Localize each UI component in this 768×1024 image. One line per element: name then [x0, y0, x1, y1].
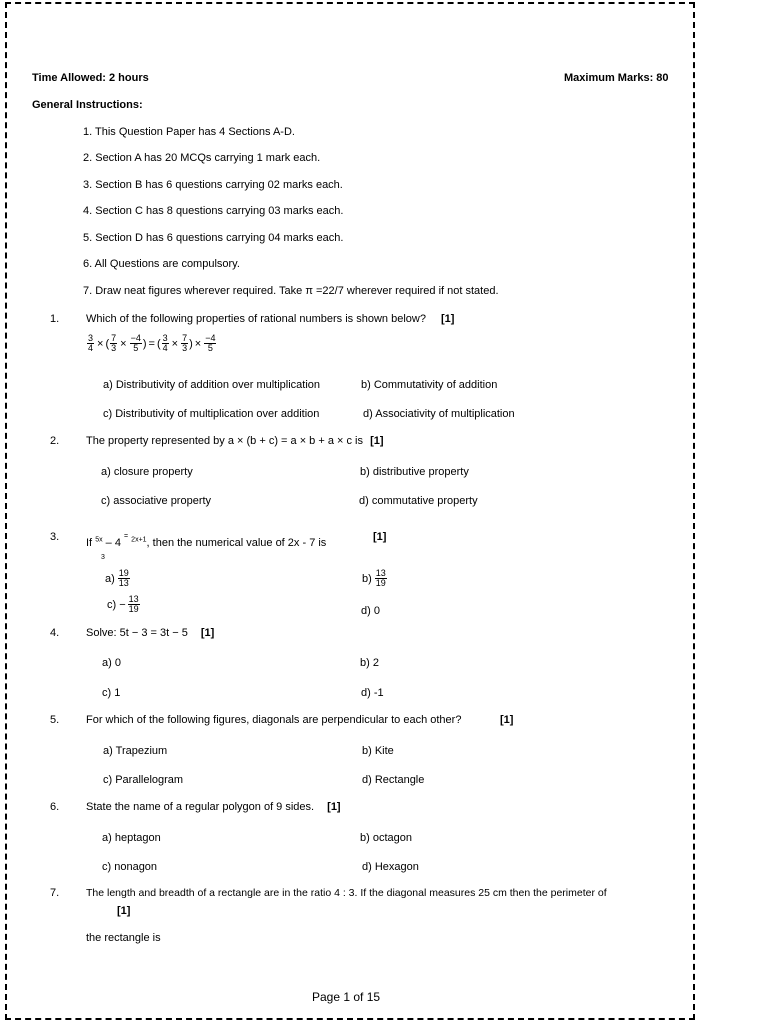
- option-b: b) octagon: [360, 832, 412, 844]
- option-d: d) commutative property: [359, 495, 478, 507]
- option-d: d) Hexagon: [362, 861, 419, 873]
- question-number: 6.: [50, 801, 60, 813]
- fraction: $\frac{-4}{5}$: [130, 333, 141, 353]
- question-marks: [1]: [370, 435, 384, 447]
- option-b: b) $\frac{13}{19}$: [362, 568, 386, 588]
- fraction: $\frac{3}{4}$: [88, 333, 94, 353]
- instructions-title: General Instructions:: [32, 99, 143, 111]
- fraction: $\frac{-4}{5}$: [205, 333, 216, 353]
- instruction-item: 5. Section D has 6 questions carrying 04 marks each.: [83, 232, 344, 244]
- question-text: The length and breadth of a rectangle are in the ratio 4 : 3. If the diagonal measures 25 cm then the perimeter of: [86, 887, 607, 899]
- question-text: [86, 434, 384, 448]
- instruction-item: 6. All Questions are compulsory.: [83, 258, 240, 270]
- question-number: 5.: [50, 714, 60, 726]
- option-c: c) Distributivity of multiplication over addition: [103, 408, 320, 420]
- instruction-item: 2. Section A has 20 MCQs carrying 1 mark each.: [83, 152, 321, 164]
- option-d: d) Associativity of multiplication: [363, 408, 515, 420]
- option-c: c) − $\frac{13}{19}$: [107, 594, 139, 614]
- option-a: a) Distributivity of addition over multiplication: [103, 379, 321, 391]
- question-text-continued: the rectangle is: [86, 932, 161, 944]
- question-marks: [1]: [117, 905, 131, 917]
- question-number: 4.: [50, 627, 60, 639]
- question-marks: [1]: [500, 714, 514, 726]
- option-d: d) 0: [361, 605, 380, 617]
- option-a: a) closure property: [101, 466, 193, 478]
- page-number: Page 1 of 15: [312, 990, 381, 1004]
- instruction-item: 3. Section B has 6 questions carrying 02 marks each.: [83, 179, 343, 191]
- question-text-body: State the name of a regular polygon of 9 sides.: [86, 801, 315, 813]
- question-text: [86, 312, 454, 326]
- question-number: 1.: [50, 313, 60, 325]
- question-text-body: The property represented by a × (b + c) = a × b + a × c is: [86, 435, 363, 447]
- question-text: [86, 800, 341, 814]
- option-d: d) Rectangle: [362, 774, 425, 786]
- instruction-item: 1. This Question Paper has 4 Sections A-D.: [83, 126, 295, 138]
- question-text-body: Which of the following properties of rational numbers is shown below?: [86, 313, 426, 325]
- fraction: $\frac{7}{3}$: [182, 333, 188, 353]
- question-marks: [1]: [441, 313, 455, 325]
- stray-text: 3: [101, 554, 105, 561]
- option-b: b) Kite: [362, 745, 394, 757]
- fraction: $\frac{3}{4}$: [162, 333, 168, 353]
- question-text: [86, 626, 214, 640]
- option-a: a) 0: [102, 657, 121, 669]
- option-a: a) $\frac{19}{13}$: [105, 568, 129, 588]
- maximum-marks: Maximum Marks: 80: [564, 72, 669, 84]
- fraction: $\frac{7}{3}$: [111, 333, 117, 353]
- option-b: b) 2: [360, 657, 379, 669]
- question-text: For which of the following figures, diagonals are perpendicular to each other?: [86, 714, 462, 726]
- question-marks: [1]: [327, 801, 341, 813]
- question-text-body: Solve: 5t − 3 = 3t − 5: [86, 627, 188, 639]
- question-number: 7.: [50, 887, 60, 899]
- option-a: a) Trapezium: [103, 745, 168, 757]
- instruction-item: 4. Section C has 8 questions carrying 03 marks each.: [83, 205, 344, 217]
- question-number: 2.: [50, 435, 60, 447]
- option-b: b) distributive property: [360, 466, 469, 478]
- question-marks: [1]: [373, 531, 387, 543]
- question-text: If $^{5x}$ – 4 = $^{2x+1}$, then the numerical value of 2x - 7 is: [86, 533, 327, 549]
- question-number: 3.: [50, 531, 60, 543]
- option-b: b) Commutativity of addition: [361, 379, 498, 391]
- option-c: c) associative property: [101, 495, 212, 507]
- option-c: c) 1: [102, 687, 121, 699]
- math-expression: $\frac{3}{4}$ × ( $\frac{7}{3}$ × $\frac{-4}{5}$ ) = ( $\frac{3}{4}$ × $\frac{7}{3}$ ) × $\frac{-4}{5}$: [88, 333, 216, 353]
- option-c: c) Parallelogram: [103, 774, 184, 786]
- option-c: c) nonagon: [102, 861, 158, 873]
- question-marks: [1]: [200, 627, 215, 639]
- instruction-item: 7. Draw neat figures wherever required. Take π =22/7 wherever required if not stated.: [83, 285, 499, 297]
- time-allowed: Time Allowed: 2 hours: [32, 72, 149, 84]
- option-a: a) heptagon: [102, 832, 161, 844]
- option-d: d) -1: [361, 687, 384, 699]
